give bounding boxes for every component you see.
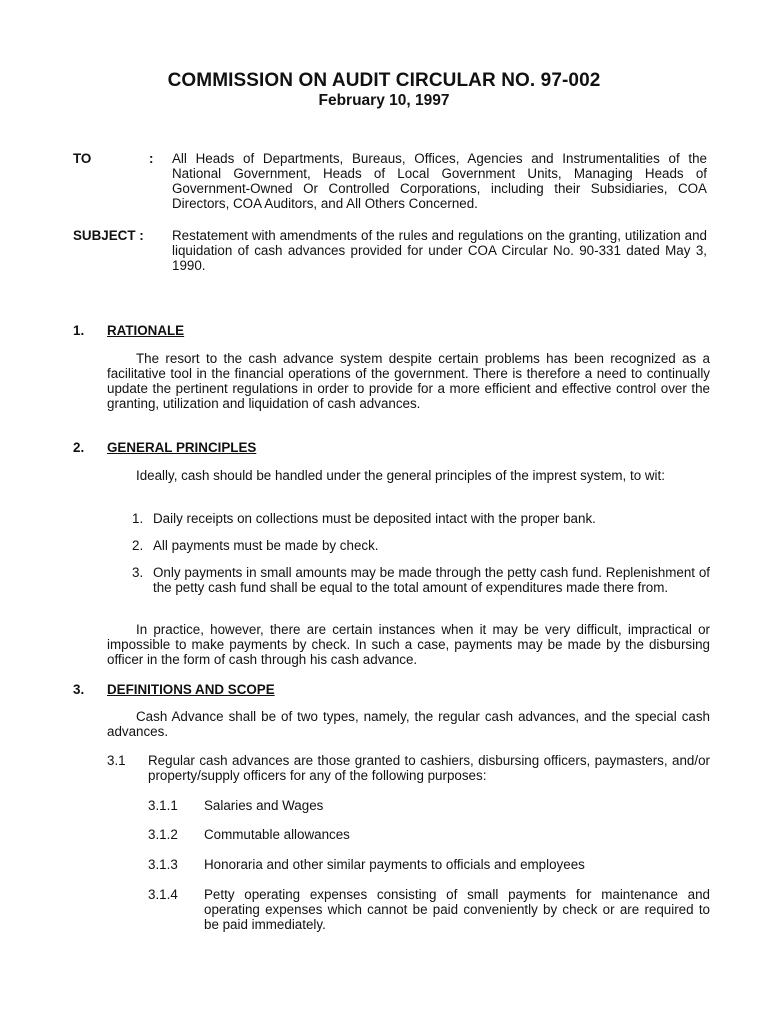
section-1-paragraph: The resort to the cash advance system despite certain problems has been recognized as a facilitative tool in the financial operations of the government. There is therefore a need to continually update the pertinent regulations in order to provide for a more efficient and effective control over the granting, utilization and liquidation of cash advances. <box>107 351 710 411</box>
item-3-1-4-number: 3.1.4 <box>148 887 178 902</box>
principle-1-number: 1. <box>132 511 144 526</box>
to-label: TO <box>73 151 92 166</box>
principle-2-text: All payments must be made by check. <box>153 538 379 553</box>
item-3-1-3-text: Honoraria and other similar payments to officials and employees <box>204 857 585 872</box>
section-2-number: 2. <box>73 440 85 455</box>
section-2-intro: Ideally, cash should be handled under the general principles of the imprest system, to wit: <box>136 468 665 483</box>
principle-1-text: Daily receipts on collections must be deposited intact with the proper bank. <box>153 511 596 526</box>
section-1-heading: RATIONALE <box>107 323 185 338</box>
section-3-heading: DEFINITIONS AND SCOPE <box>107 682 275 697</box>
item-3-1-4-text: Petty operating expenses consisting of small payments for maintenance and operating expenses which cannot be paid conveniently by check or are required to be paid immediately. <box>204 887 710 932</box>
circular-date: February 10, 1997 <box>318 92 450 109</box>
subsection-3-1-number: 3.1 <box>107 753 126 768</box>
item-3-1-1-text: Salaries and Wages <box>204 798 324 813</box>
item-3-1-2-number: 3.1.2 <box>148 827 178 842</box>
subject-text: Restatement with amendments of the rules and regulations on the granting, utilization and liquidation of cash advances provided for under COA Circular No. 90-331 dated May 3, 1990. <box>172 228 707 273</box>
section-3-intro: Cash Advance shall be of two types, namely, the regular cash advances, and the special cash advances. <box>107 709 710 739</box>
principle-2-number: 2. <box>132 538 144 553</box>
section-3-number: 3. <box>73 682 85 697</box>
item-3-1-3-number: 3.1.3 <box>148 857 178 872</box>
to-colon: : <box>149 151 154 166</box>
section-2-closing: In practice, however, there are certain instances when it may be very difficult, impractical or impossible to make payments by check. In such a case, payments may be made by the disbursing officer in the form of cash through his cash advance. <box>107 622 710 667</box>
to-recipients: All Heads of Departments, Bureaus, Offices, Agencies and Instrumentalities of the National Government, Heads of Local Government Units, Managing Heads of Government-Owned Or Controlled Corporations, including their Subsidiaries, COA Directors, COA Auditors, and All Others Concerned. <box>172 151 707 211</box>
subsection-3-1-text: Regular cash advances are those granted to cashiers, disbursing officers, paymasters, and/or property/supply officers for any of the following purposes: <box>148 753 710 783</box>
section-2-heading: GENERAL PRINCIPLES <box>107 440 257 455</box>
section-1-number: 1. <box>73 323 85 338</box>
principle-3-text: Only payments in small amounts may be made through the petty cash fund. Replenishment of the petty cash fund shall be equal to the total amount of expenditures made there from. <box>153 565 710 595</box>
circular-title: COMMISSION ON AUDIT CIRCULAR NO. 97-002 <box>167 70 601 91</box>
item-3-1-2-text: Commutable allowances <box>204 827 350 842</box>
subject-label: SUBJECT : <box>73 228 144 243</box>
principle-3-number: 3. <box>132 565 144 580</box>
item-3-1-1-number: 3.1.1 <box>148 798 178 813</box>
